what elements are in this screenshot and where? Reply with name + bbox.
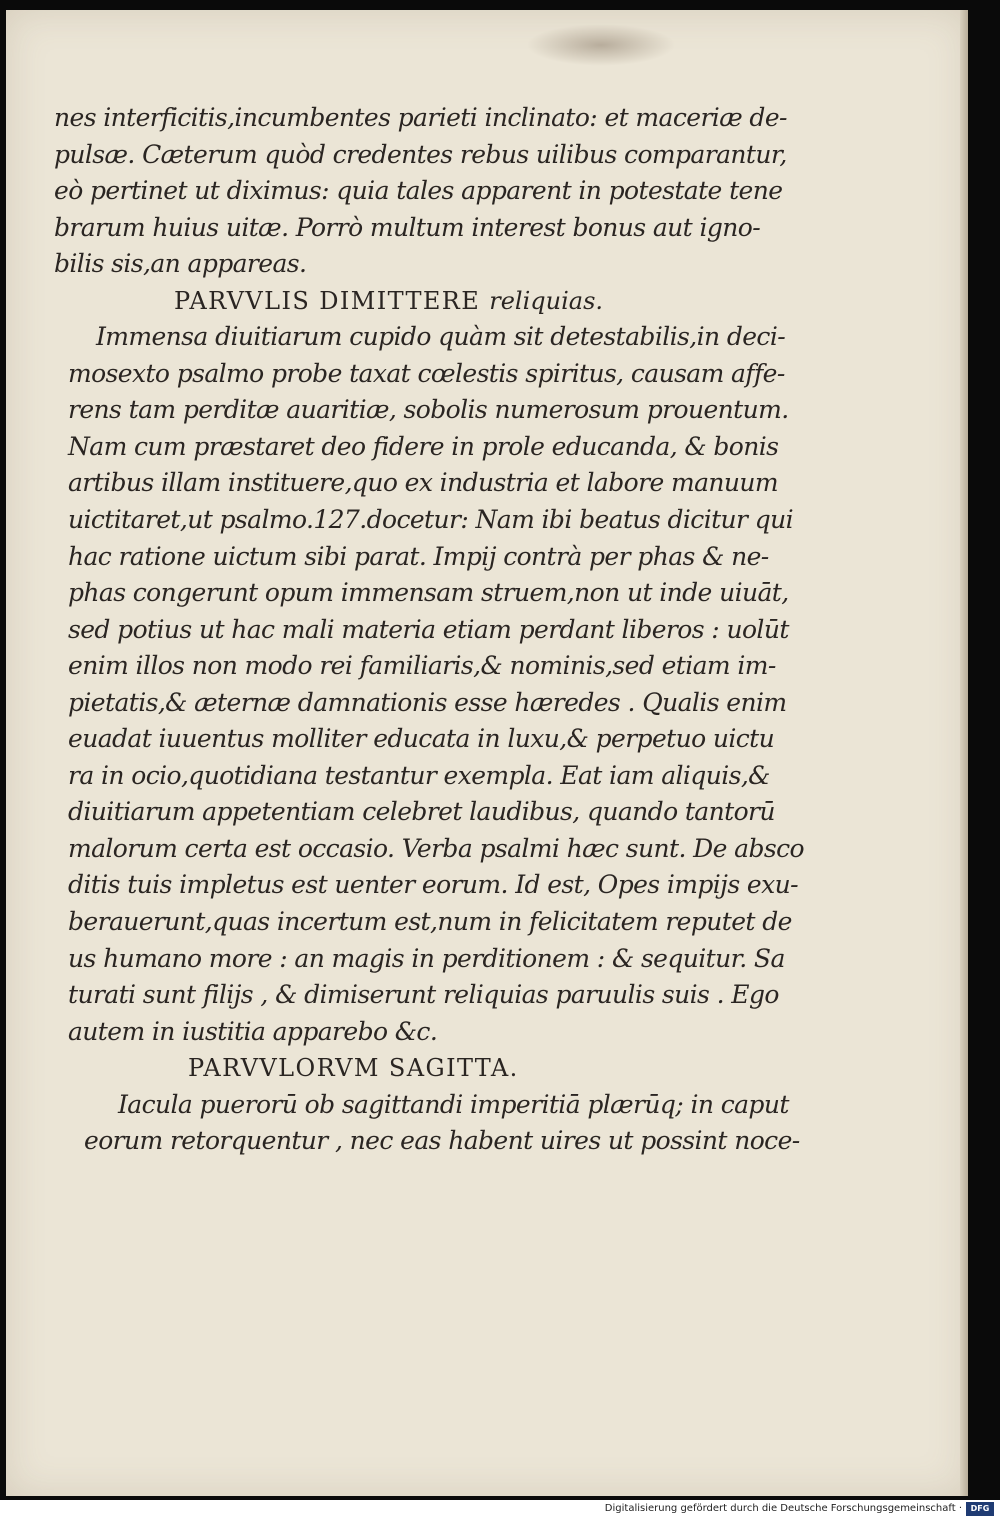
text-line: hac ratione uictum sibi parat. Impij contrà per phas & ne- [68, 541, 769, 571]
text-line: bilis sis,an appareas. [54, 249, 307, 279]
text-line: us humano more : an magis in perditionem : & sequitur. Sa [68, 943, 785, 973]
dfg-logo: DFG [966, 1502, 994, 1516]
digitization-footer [0, 1500, 1000, 1518]
page-text [54, 100, 804, 1160]
text-line: Nam cum præstaret deo fidere in prole educanda, & bonis [68, 431, 779, 461]
text-line: uictitaret,ut psalmo.127.docetur: Nam ibi beatus dicitur qui [68, 505, 794, 535]
text-line: nes interficitis,incumbentes parieti inclinato: et maceriæ de- [54, 103, 787, 132]
text-line: sed potius ut hac mali materia etiam perdant liberos : uolūt [68, 614, 789, 644]
text-line: mosexto psalmo probe taxat cœlestis spiritus, causam affe- [68, 358, 785, 388]
text-line: turati sunt filijs , & dimiserunt reliquias paruulis suis . Ego [68, 980, 779, 1010]
section-heading [54, 283, 784, 320]
text-line: phas congerunt opum immensam struem,non ut inde uiuāt, [68, 578, 789, 608]
page-stain [526, 24, 676, 66]
text-line: euadat iuuentus molliter educata in luxu,& perpetuo uictu [68, 724, 775, 754]
text-line: Iacula puerorū ob sagittandi imperitiā plærūq; in caput [118, 1089, 789, 1119]
book-page [6, 10, 968, 1496]
text-line: brarum huius uitæ. Porrò multum interest bonus aut igno- [54, 212, 761, 242]
text-line: autem in iustitia apparebo &c. [68, 1016, 438, 1046]
text-line: pulsæ. Cæterum quòd credentes rebus uilibus comparantur, [54, 139, 787, 169]
text-line: artibus illam instituere,quo ex industria et labore manuum [68, 468, 779, 498]
text-line: enim illos non modo rei familiaris,& nominis,sed etiam im- [68, 651, 776, 681]
funding-credit: Digitalisierung gefördert durch die Deutsche Forschungsgemeinschaft · [604, 1503, 962, 1514]
text-line: Immensa diuitiarum cupido quàm sit detestabilis,in deci- [96, 322, 786, 352]
text-line: ra in ocio,quotidiana testantur exempla. Eat iam aliquis,& [68, 760, 770, 790]
heading-caps: PARVVLIS DIMITTERE [174, 286, 481, 315]
text-line: ditis tuis impletus est uenter eorum. Id est, Opes impijs exu- [68, 870, 798, 900]
text-line: pietatis,& æternæ damnationis esse hæredes . Qualis enim [68, 687, 787, 717]
text-line: berauerunt,quas incertum est,num in felicitatem reputet de [68, 907, 792, 937]
text-line: rens tam perditæ auaritiæ, sobolis numerosum prouentum. [68, 395, 789, 425]
heading-italic: reliquias. [489, 286, 604, 315]
section-heading: PARVVLORVM SAGITTA. [188, 1054, 519, 1083]
text-line: eorum retorquentur , nec eas habent uires ut possint noce- [84, 1126, 800, 1156]
text-line: malorum certa est occasio. Verba psalmi hæc sunt. De absco [68, 833, 804, 863]
text-line: diuitiarum appetentiam celebret laudibus, quando tantorū [68, 797, 775, 827]
text-line: eò pertinet ut diximus: quia tales apparent in potestate tene [54, 176, 783, 206]
page-edge [960, 10, 968, 1496]
